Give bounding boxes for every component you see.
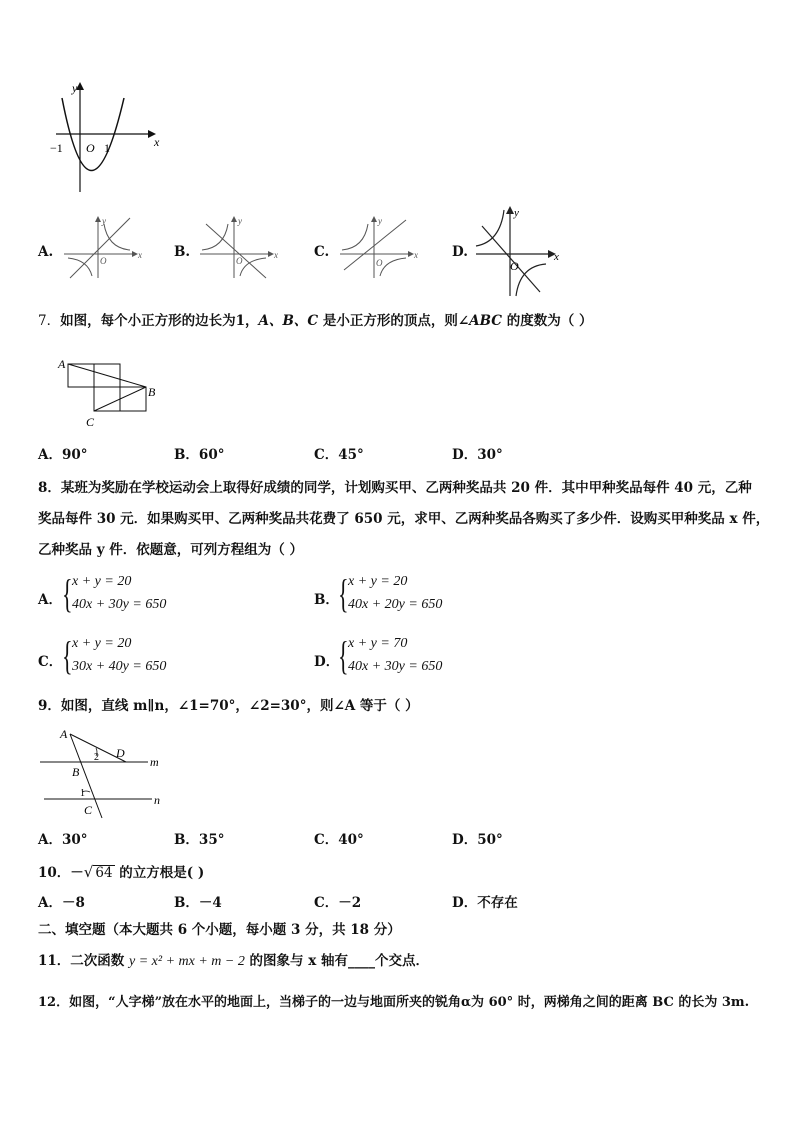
q8-line-2: 奖品每件 30 元．如果购买甲、乙两种奖品共花费了 650 元，求甲、乙两种奖品各购买了多少件．设购买甲种奖品 x 件， — [38, 511, 770, 527]
q9-option-d: D．50° — [452, 832, 503, 848]
svg-text:A: A — [60, 727, 68, 741]
q8-option-b-eq1: x + y = 20 — [348, 574, 408, 589]
svg-text:O: O — [100, 256, 107, 266]
svg-text:1: 1 — [80, 788, 85, 799]
svg-text:x: x — [554, 251, 559, 263]
q8-option-d-label: D． — [314, 654, 340, 670]
q8-option-c-eq2: 30x + 40y = 650 — [72, 659, 167, 674]
svg-text:y: y — [102, 216, 106, 226]
q9-question: 9．如图，直线 m∥n，∠1=70°，∠2=30°，则∠A 等于（ ） — [38, 698, 419, 714]
q8-option-d-eq1: x + y = 70 — [348, 636, 408, 651]
q7-option-d: D．30° — [452, 447, 503, 463]
q6-option-b-graph — [196, 214, 280, 280]
x-axis-label: x — [154, 135, 160, 149]
svg-text:C: C — [84, 803, 93, 817]
q8-line-1: 8．某班为奖励在学校运动会上取得好成绩的同学，计划购买甲、乙两种奖品共 20 件．其中甲种奖品每件 40 元，乙种 — [38, 480, 752, 496]
q10-option-d: D．不存在 — [452, 895, 518, 911]
svg-text:O: O — [236, 256, 243, 266]
one-label: 1 — [104, 141, 110, 155]
q8-option-c-eq1: x + y = 20 — [72, 636, 132, 651]
q11-formula: y = x² + mx + m − 2 — [129, 954, 245, 969]
svg-text:O: O — [376, 258, 383, 268]
q11-question: 11．二次函数 y = x² + mx + m − 2 的图象与 x 轴有____个交点． — [38, 953, 430, 969]
section-2-heading: 二、填空题（本大题共 6 个小题，每小题 3 分，共 18 分） — [38, 922, 401, 938]
q9-option-c: C．40° — [314, 832, 364, 848]
svg-text:B: B — [72, 765, 80, 779]
q6-option-c-label: C. — [314, 244, 330, 260]
q8-option-a-label: A． — [38, 592, 62, 608]
q7-question: 7．如图，每个小正方形的边长为1，A、B、C 是小正方形的顶点，则∠ABC 的度数为（ ） — [38, 313, 593, 329]
q8-option-a-brace: { — [62, 571, 73, 616]
q9-option-a: A．30° — [38, 832, 88, 848]
q10-radicand: 64 — [95, 865, 113, 881]
svg-text:C: C — [86, 415, 95, 429]
q8-option-d-brace: { — [338, 633, 349, 678]
minus-one-label: −1 — [50, 141, 63, 155]
svg-text:O: O — [510, 259, 519, 273]
y-axis-label: y — [72, 81, 78, 95]
q7-option-c: C．45° — [314, 447, 364, 463]
q10-option-b: B．－4 — [174, 895, 222, 911]
svg-text:x: x — [138, 250, 142, 260]
q6-option-a-graph — [60, 214, 144, 280]
q9-parallel-lines-figure — [38, 724, 178, 822]
svg-text:m: m — [150, 755, 159, 769]
q8-option-b-label: B． — [314, 592, 339, 608]
svg-text:y: y — [378, 216, 382, 226]
q8-option-d-eq2: 40x + 30y = 650 — [348, 659, 443, 674]
q6-option-c-graph — [336, 214, 420, 280]
svg-text:B: B — [148, 385, 156, 399]
q8-option-b-eq2: 40x + 20y = 650 — [348, 597, 443, 612]
q6-option-d-label: D. — [452, 244, 468, 260]
q7-grid-figure — [56, 354, 162, 430]
q10-question: 10．－√ 64 的立方根是( ) — [38, 863, 205, 881]
svg-text:y: y — [514, 207, 519, 219]
svg-text:x: x — [414, 250, 418, 260]
svg-text:D: D — [116, 746, 125, 760]
q8-option-a-eq2: 40x + 30y = 650 — [72, 597, 167, 612]
q9-option-b: B．35° — [174, 832, 225, 848]
q6-option-b-label: B. — [174, 244, 191, 260]
svg-text:n: n — [154, 793, 160, 807]
q6-option-a-label: A. — [38, 244, 54, 260]
q10-option-c: C．－2 — [314, 895, 362, 911]
svg-text:2: 2 — [94, 752, 99, 763]
q6-option-d-graph — [474, 204, 560, 298]
origin-label: O — [86, 141, 95, 155]
q7-option-b: B．60° — [174, 447, 225, 463]
svg-text:x: x — [274, 250, 278, 260]
q12-question: 12．如图，“人字梯”放在水平的地面上，当梯子的一边与地面所夹的锐角α为 60° 时，两梯角之间的距离 BC 的长为 3m. — [38, 995, 750, 1010]
parabola-graph — [48, 78, 168, 196]
q8-option-c-brace: { — [62, 633, 73, 678]
q8-option-c-label: C． — [38, 654, 63, 670]
svg-text:A: A — [58, 357, 66, 371]
q8-option-b-brace: { — [338, 571, 349, 616]
q7-option-a: A．90° — [38, 447, 88, 463]
svg-text:y: y — [238, 216, 242, 226]
q10-option-a: A．－8 — [38, 895, 85, 911]
q8-option-a-eq1: x + y = 20 — [72, 574, 132, 589]
q8-line-3: 乙种奖品 y 件．依题意，可列方程组为（ ） — [38, 542, 303, 558]
